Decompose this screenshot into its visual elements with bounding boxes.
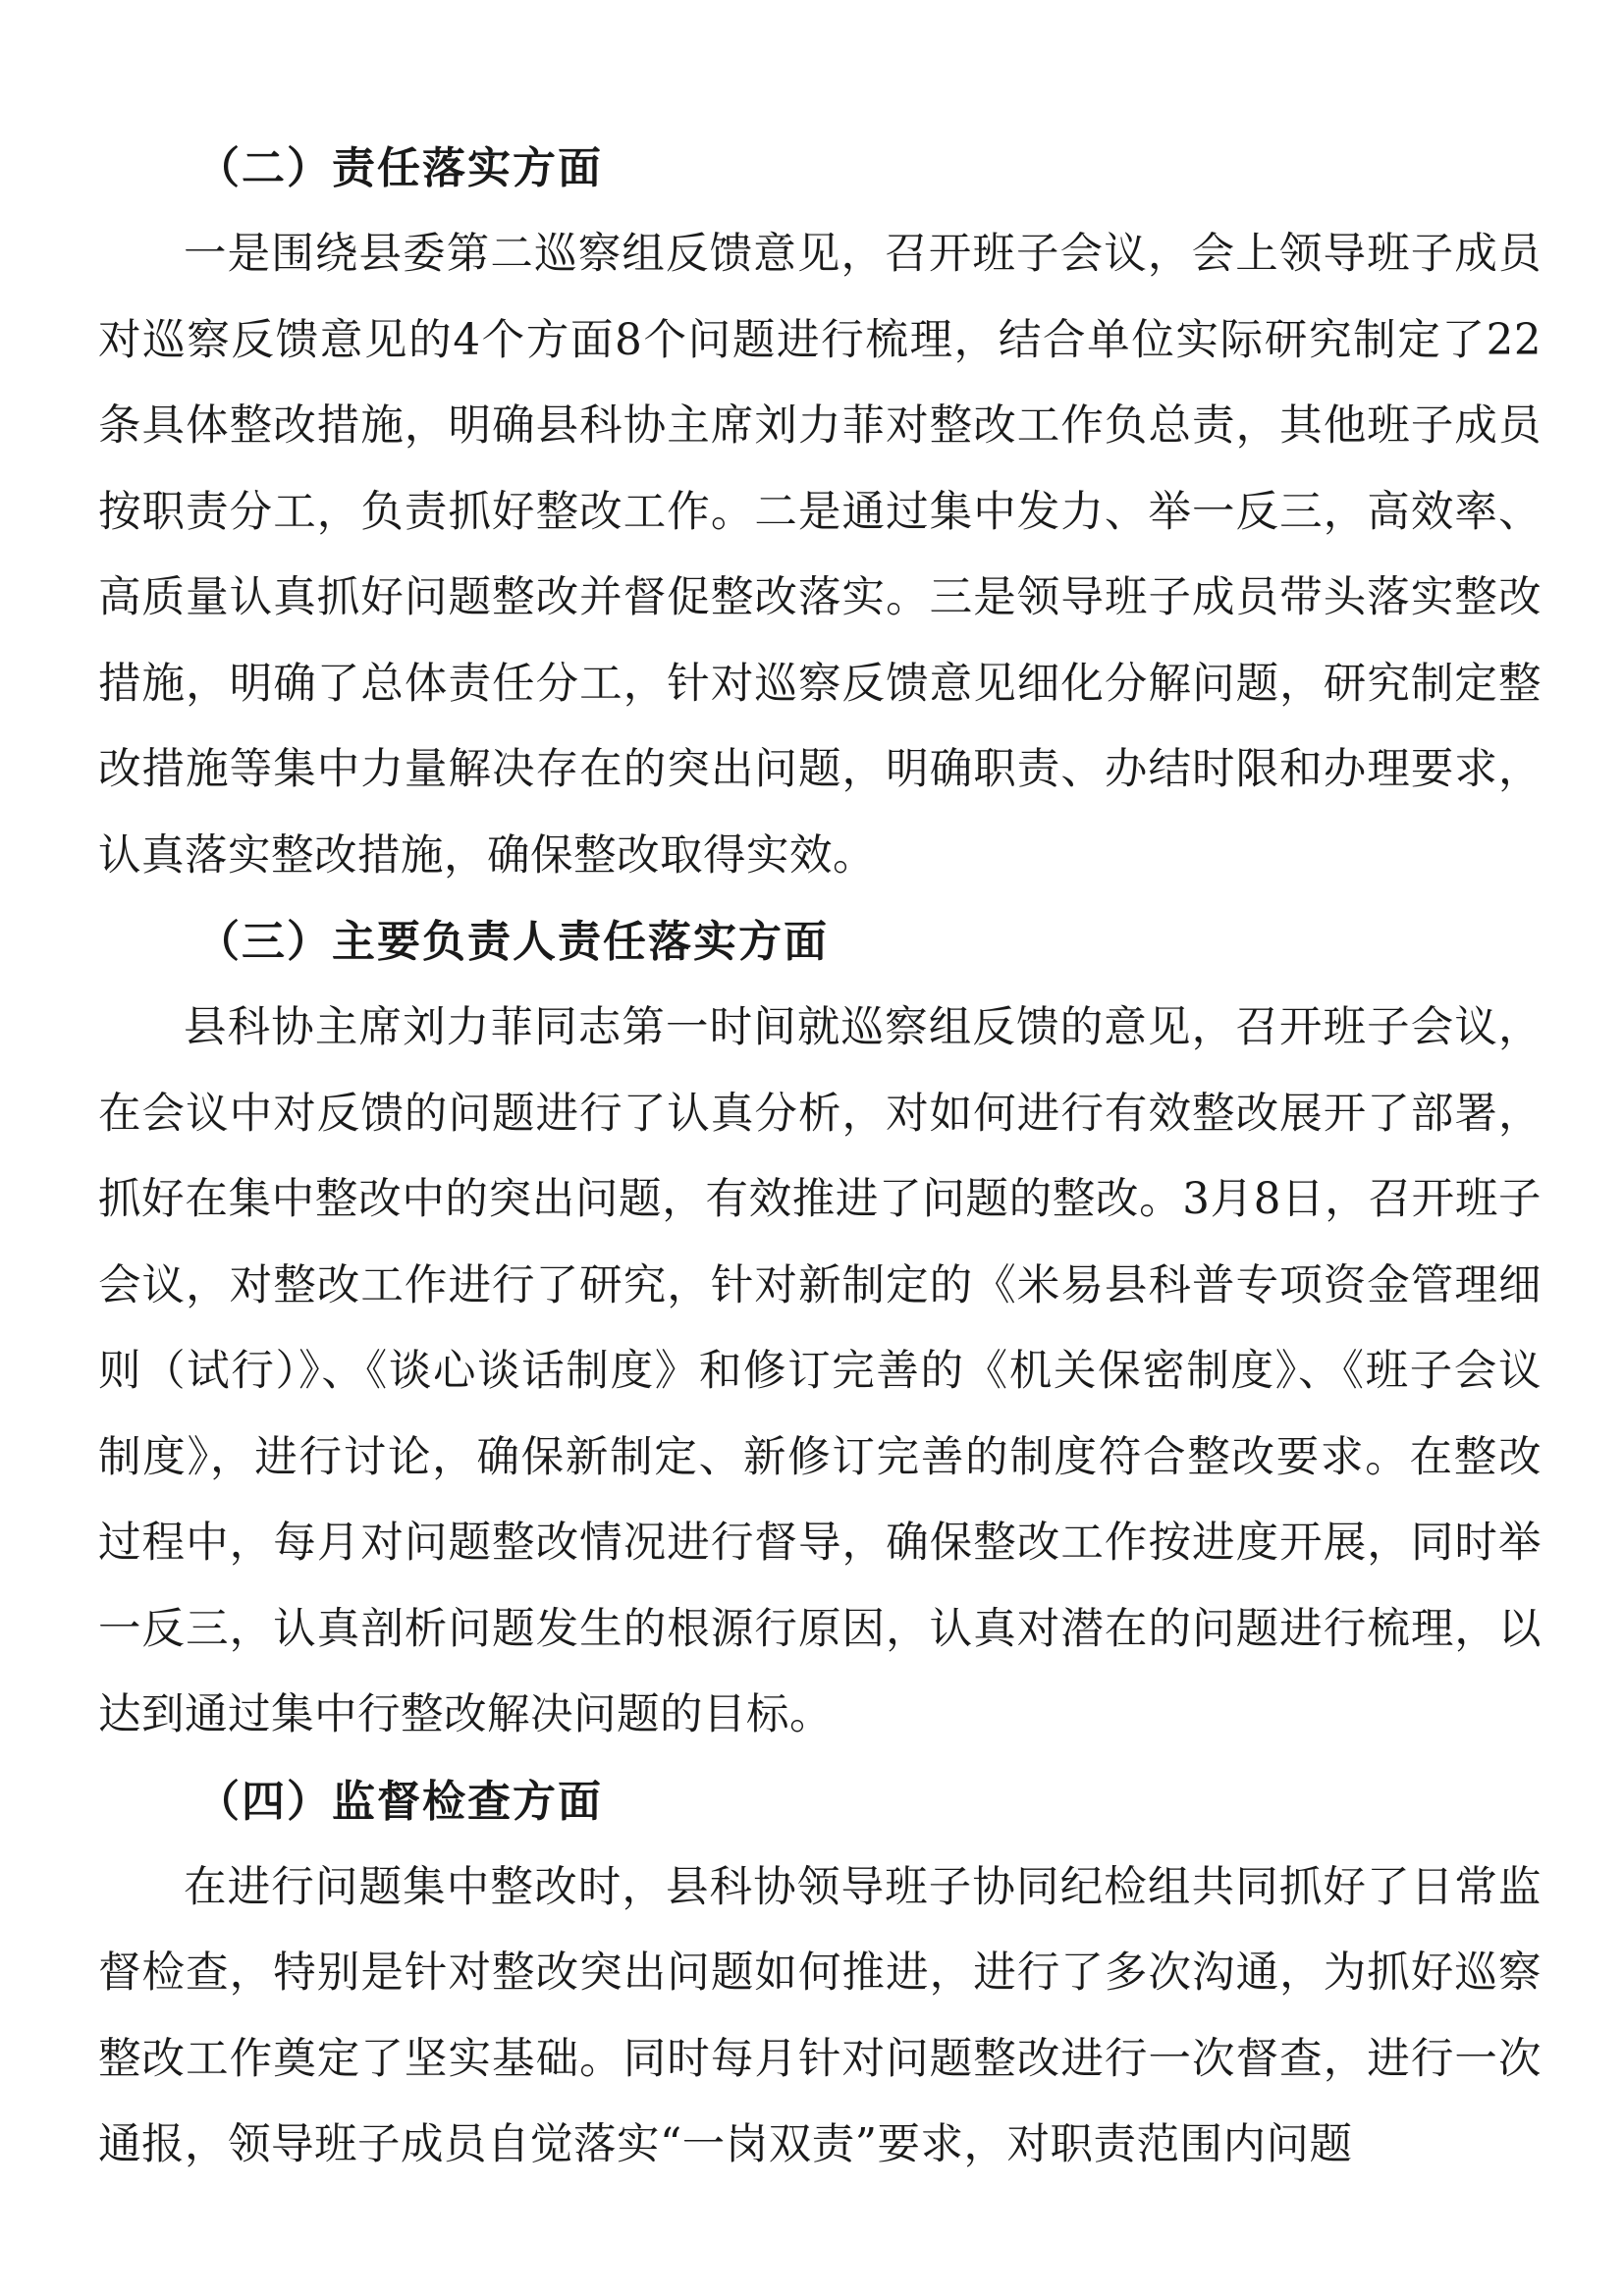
document-body — [98, 126, 1542, 2189]
section-paragraph-supervision: 在进行问题集中整改时，县科协领导班子协同纪检组共同抓好了日常监督检查，特别是针对整改突出问题如何推进，进行了多次沟通，为抓好巡察整改工作奠定了坚实基础。同时每月针对问题整改进行一次督查，进行一次通报，领导班子成员自觉落实“一岗双责”要求，对职责范围内问题 — [98, 1862, 1542, 2169]
section-paragraph-principal-responsibility: 县科协主席刘力菲同志第一时间就巡察组反馈的意见，召开班子会议，在会议中对反馈的问题进行了认真分析，对如何进行有效整改展开了部署，抓好在集中整改中的突出问题，有效推进了问题的整改。3月8日，召开班子会议，对整改工作进行了研究，针对新制定的《米易县科普专项资金管理细则（试行）》、《谈心谈话制度》和修订完善的《机关保密制度》、《班子会议制度》，进行讨论，确保新制定、新修订完善的制度符合整改要求。在整改过程中，每月对问题整改情况进行督导，确保整改工作按进度开展，同时举一反三，认真剖析问题发生的根源行原因，认真对潜在的问题进行梳理，以达到通过集中行整改解决问题的目标。 — [98, 1003, 1542, 1739]
section-heading-supervision: （四）监督检查方面 — [196, 1776, 603, 1827]
section-heading-responsibility: （二）责任落实方面 — [196, 143, 603, 193]
section-heading-principal-responsibility: （三）主要负责人责任落实方面 — [196, 917, 829, 967]
section-paragraph-responsibility: 一是围绕县委第二巡察组反馈意见，召开班子会议，会上领导班子成员对巡察反馈意见的4个方面8个问题进行梳理，结合单位实际研究制定了22条具体整改措施，明确县科协主席刘力菲对整改工作负总责，其他班子成员按职责分工，负责抓好整改工作。二是通过集中发力、举一反三，高效率、高质量认真抓好问题整改并督促整改落实。三是领导班子成员带头落实整改措施，明确了总体责任分工，针对巡察反馈意见细化分解问题，研究制定整改措施等集中力量解决存在的突出问题，明确职责、办结时限和办理要求，认真落实整改措施，确保整改取得实效。 — [98, 230, 1542, 881]
